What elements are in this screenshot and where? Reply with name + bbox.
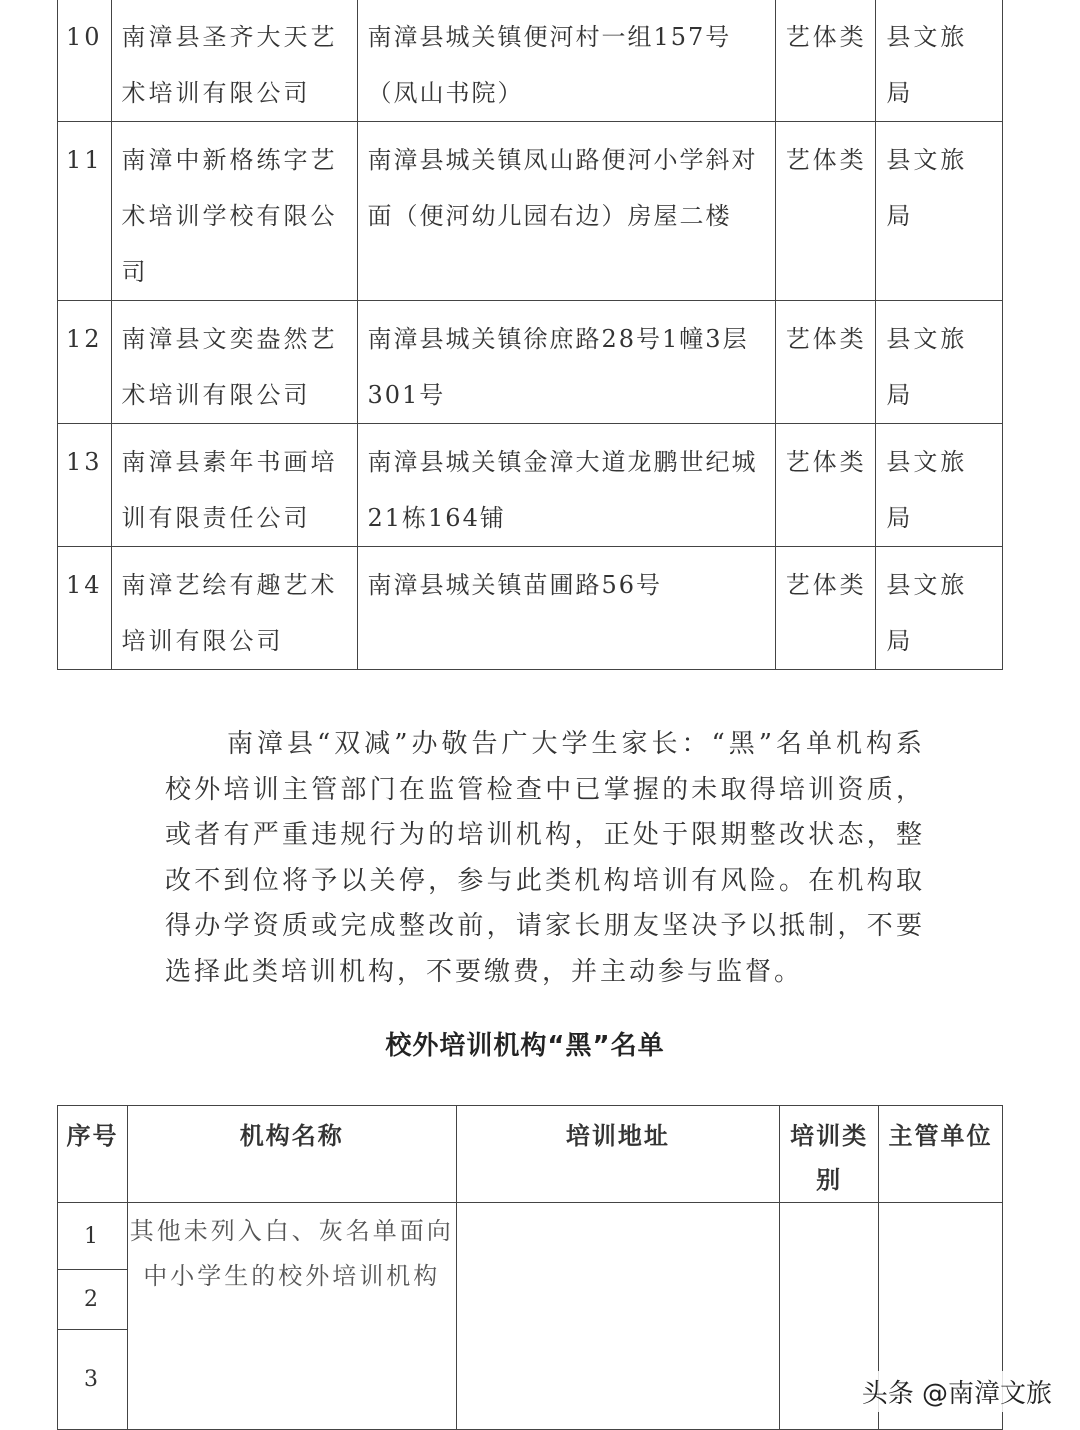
header-address: 培训地址 bbox=[456, 1106, 780, 1203]
supervising-unit: 县文旅局 bbox=[876, 0, 1003, 122]
supervising-unit: 县文旅局 bbox=[876, 301, 1003, 424]
table-row bbox=[58, 0, 1003, 122]
institution-name: 南漳中新格练字艺术培训学校有限公司 bbox=[111, 122, 357, 301]
training-category: 艺体类 bbox=[775, 301, 876, 424]
table-row bbox=[58, 547, 1003, 670]
training-category: 艺体类 bbox=[775, 424, 876, 547]
table-row bbox=[58, 301, 1003, 424]
notice-paragraph: 南漳县“双减”办敬告广大学生家长：“黑”名单机构系校外培训主管部门在监管检查中已掌握的未取得培训资质，或者有严重违规行为的培训机构，正处于限期整改状态，整改不到位将予以关停，参与此类机构培训有风险。在机构取得办学资质或完成整改前，请家长朋友坚决予以抵制，不要选择此类培训机构，不要缴费，并主动参与监督。 bbox=[165, 729, 925, 987]
table-row bbox=[58, 1203, 1003, 1270]
seq-number: 2 bbox=[58, 1270, 128, 1330]
row-number: 13 bbox=[58, 424, 112, 547]
approved-institutions-table bbox=[57, 0, 1003, 670]
watermark: 头条 @南漳文旅 bbox=[858, 1371, 1056, 1412]
supervising-unit: 县文旅局 bbox=[876, 122, 1003, 301]
training-address: 南漳县城关镇苗圃路56号 bbox=[357, 547, 775, 670]
blacklist-title: 校外培训机构“黑”名单 bbox=[385, 1031, 665, 1061]
seq-number: 1 bbox=[58, 1203, 128, 1270]
supervising-unit: 县文旅局 bbox=[876, 547, 1003, 670]
supervising-unit: 县文旅局 bbox=[876, 424, 1003, 547]
header-category: 培训类别 bbox=[780, 1106, 879, 1203]
row-number: 14 bbox=[58, 547, 112, 670]
header-unit: 主管单位 bbox=[879, 1106, 1003, 1203]
header-name: 机构名称 bbox=[127, 1106, 456, 1203]
institution-name: 南漳县圣齐大天艺术培训有限公司 bbox=[111, 0, 357, 122]
table-row bbox=[58, 122, 1003, 301]
blacklist-entry-address bbox=[456, 1203, 780, 1430]
training-category: 艺体类 bbox=[775, 0, 876, 122]
training-address: 南漳县城关镇便河村一组157号（凤山书院） bbox=[357, 0, 775, 122]
institution-name: 南漳艺绘有趣艺术培训有限公司 bbox=[111, 547, 357, 670]
blacklist-entry-name: 其他未列入白、灰名单面向中小学生的校外培训机构 bbox=[127, 1203, 456, 1430]
header-seq: 序号 bbox=[58, 1106, 128, 1203]
training-address: 南漳县城关镇徐庶路28号1幢3层301号 bbox=[357, 301, 775, 424]
row-number: 11 bbox=[58, 122, 112, 301]
table-row bbox=[58, 424, 1003, 547]
training-address: 南漳县城关镇凤山路便河小学斜对面（便河幼儿园右边）房屋二楼 bbox=[357, 122, 775, 301]
institution-name: 南漳县素年书画培训有限责任公司 bbox=[111, 424, 357, 547]
training-address: 南漳县城关镇金漳大道龙鹏世纪城21栋164铺 bbox=[357, 424, 775, 547]
table-header-row bbox=[58, 1106, 1003, 1203]
row-number: 12 bbox=[58, 301, 112, 424]
institution-name: 南漳县文奕盎然艺术培训有限公司 bbox=[111, 301, 357, 424]
row-number: 10 bbox=[58, 0, 112, 122]
training-category: 艺体类 bbox=[775, 547, 876, 670]
training-category: 艺体类 bbox=[775, 122, 876, 301]
seq-number: 3 bbox=[58, 1330, 128, 1430]
